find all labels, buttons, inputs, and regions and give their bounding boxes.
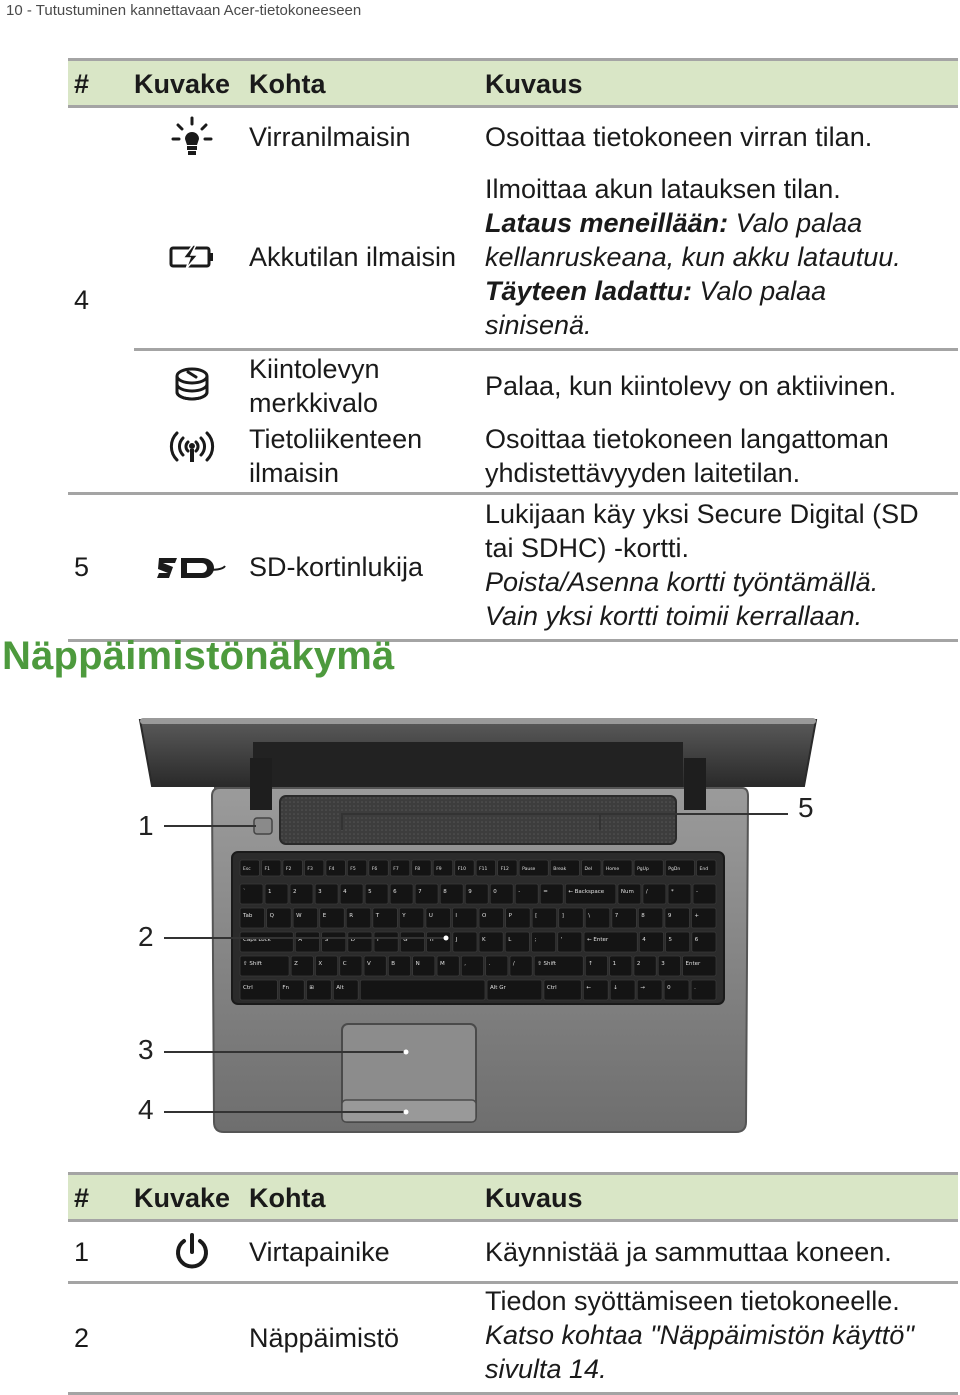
keyboard-key-label: 4 xyxy=(642,937,646,943)
keyboard-key-label: ⇧ Shift xyxy=(537,961,557,967)
item-name xyxy=(249,421,485,493)
table-row xyxy=(68,1283,958,1394)
keyboard-key-label: V xyxy=(367,961,371,967)
header-icon: Kuvake xyxy=(134,60,249,107)
desc-line: Poista/Asenna kortti työntämällä. xyxy=(485,566,879,597)
keyboard-key-label: 5 xyxy=(368,889,372,895)
keyboard-key-label: PgUp xyxy=(637,867,649,872)
item-name: Virranilmaisin xyxy=(249,121,411,152)
keyboard-key-label: 0 xyxy=(667,985,671,991)
keyboard-key-label: Esc xyxy=(243,867,251,872)
keyboard-key-label: Ctrl xyxy=(243,985,253,991)
keyboard-key-label: - xyxy=(518,889,521,895)
keyboard-key-label: F9 xyxy=(436,867,442,872)
empty-icon-cell xyxy=(134,1283,249,1394)
keyboard-key-label: 3 xyxy=(661,961,665,967)
item-description: Osoittaa tietokoneen virran tilan. xyxy=(485,121,873,152)
keyboard-key-label: B xyxy=(391,961,396,967)
keyboard-key-label: 2 xyxy=(293,889,297,895)
keyboard-key-label: \ xyxy=(588,913,591,919)
table-row xyxy=(68,421,958,493)
header-item: Kohta xyxy=(249,1174,485,1221)
section-title: Näppäimistönäkymä xyxy=(2,634,395,678)
keyboard-key-label: F4 xyxy=(328,867,335,872)
keyboard-key-label: D xyxy=(350,937,356,943)
keyboard-key-label: ; xyxy=(534,937,537,943)
table-row xyxy=(68,493,958,640)
keyboard-key-label: Y xyxy=(402,913,406,919)
item-description xyxy=(485,166,958,350)
keyboard-key-label: F3 xyxy=(307,867,313,872)
keyboard-key-label: Q xyxy=(269,913,274,919)
callout-2: 2 xyxy=(138,921,154,952)
keyboard-key-label: / xyxy=(512,961,515,967)
keyboard-key-label: 1 xyxy=(612,961,617,967)
power-button-icon xyxy=(134,1221,249,1283)
keyboard-key-label: S xyxy=(324,937,329,943)
keyboard-key-label: R xyxy=(349,913,354,919)
keyboard-key-label: F6 xyxy=(371,867,378,872)
keyboard-key-label: H xyxy=(429,937,434,943)
keyboard-key-label: / xyxy=(645,889,648,895)
keyboard-key-label: Caps Lock xyxy=(243,937,271,943)
keyboard-key-label: I xyxy=(455,913,458,919)
component-table xyxy=(68,1172,958,1395)
keyboard-key-label: E xyxy=(322,913,327,919)
keyboard-key-label: 5 xyxy=(668,937,672,943)
item-name: Akkutilan ilmaisin xyxy=(249,166,485,350)
row-number: 5 xyxy=(68,493,134,640)
keyboard-key-label: * xyxy=(671,889,674,895)
keyboard-key-label: W xyxy=(296,913,302,919)
keyboard-key-label: ⊞ xyxy=(309,985,315,991)
keyboard-key-label: Num xyxy=(620,889,634,895)
keyboard-key-label: 8 xyxy=(443,889,447,895)
table-header-row xyxy=(68,1174,958,1221)
keyboard-key-label: End xyxy=(699,867,709,872)
laptop-illustration xyxy=(128,712,828,1152)
keyboard-key-label: ' xyxy=(560,937,563,943)
keyboard-key-label: U xyxy=(428,913,433,919)
keyboard-key-label: 3 xyxy=(318,889,322,895)
keyboard-key-label: . xyxy=(694,985,696,991)
keyboard-key-label: . xyxy=(488,961,491,967)
row-number: 2 xyxy=(68,1283,134,1394)
table-row xyxy=(68,349,958,421)
desc-line: Vain yksi kortti toimii kerrallaan. xyxy=(485,600,863,631)
keyboard-key-label: Break xyxy=(553,867,567,872)
desc-line: sinisenä. xyxy=(485,309,592,340)
desc-line: tai SDHC) -kortti. xyxy=(485,532,690,563)
keyboard-key-label: Del xyxy=(584,867,592,872)
keyboard-key-label: 6 xyxy=(393,889,397,895)
item-description xyxy=(485,421,958,493)
header-num: # xyxy=(68,60,134,107)
keyboard-key-label: PgDn xyxy=(668,867,681,872)
keyboard-key-label: F xyxy=(377,937,381,943)
desc-line: Tiedon syöttämiseen tietokoneelle. xyxy=(485,1286,900,1316)
keyboard-key-label: G xyxy=(403,937,408,943)
indicator-table xyxy=(68,58,958,642)
header-icon: Kuvake xyxy=(134,1174,249,1221)
row-number: 4 xyxy=(68,107,134,494)
keyboard-key-label: ← Enter xyxy=(587,937,609,943)
keyboard-key-label: ← Backspace xyxy=(568,889,605,895)
item-name: SD-kortinlukija xyxy=(249,493,485,640)
keyboard-key-label: Z xyxy=(294,961,298,967)
desc-line: kellanruskeana, kun akku latautuu. xyxy=(485,241,901,272)
keyboard-key-label: Home xyxy=(605,867,620,872)
callout-4: 4 xyxy=(138,1094,154,1125)
header-desc: Kuvaus xyxy=(485,1174,958,1221)
keyboard-key-label: F10 xyxy=(457,867,467,872)
keyboard-key-label: O xyxy=(482,913,487,919)
battery-charge-icon xyxy=(134,166,249,350)
item-line: Kiintolevyn xyxy=(249,353,380,384)
item-line: Tietoliikenteen xyxy=(249,424,423,455)
item-description: Palaa, kun kiintolevy on aktiivinen. xyxy=(485,370,897,401)
item-description: Käynnistää ja sammuttaa koneen. xyxy=(485,1221,958,1283)
keyboard-key-label: Tab xyxy=(243,913,253,919)
item-name: Näppäimistö xyxy=(249,1283,485,1394)
desc-line: Katso kohtaa "Näppäimistön käyttö" xyxy=(485,1320,914,1350)
keyboard-key-label: → xyxy=(640,985,645,991)
keyboard-key-label: N xyxy=(415,961,420,967)
item-name: Virtapainike xyxy=(249,1221,485,1283)
keyboard-key-label: ] xyxy=(561,913,564,919)
keyboard-key-label: 7 xyxy=(614,913,619,919)
callout-3: 3 xyxy=(138,1034,154,1065)
keyboard-key-label: L xyxy=(508,937,512,943)
keyboard-key-label: F11 xyxy=(479,867,488,872)
wireless-icon xyxy=(134,421,249,493)
keyboard-key-label: [ xyxy=(535,913,538,919)
keyboard-key-label: F2 xyxy=(285,867,292,872)
keyboard-key-label: Pause xyxy=(522,867,536,872)
keyboard-key-label: X xyxy=(318,961,323,967)
keyboard-key-label: + xyxy=(694,913,700,919)
item-line: ilmaisin xyxy=(249,458,340,489)
keyboard-key-label: ↓ xyxy=(613,985,618,991)
desc-line: yhdistettävyyden laitetilan. xyxy=(485,458,801,489)
keyboard-key-label: ⇧ Shift xyxy=(243,961,262,967)
keyboard-key-label: K xyxy=(482,937,486,943)
keyboard-key-label: Alt Gr xyxy=(490,985,506,991)
keyboard-key-label: A xyxy=(298,937,303,943)
keyboard-key-label: ` xyxy=(243,889,246,895)
hard-disk-icon xyxy=(134,349,249,421)
desc-label: Täyteen ladattu: xyxy=(485,275,693,306)
keyboard-key-label: 9 xyxy=(667,913,672,919)
keyboard-key-label: 8 xyxy=(641,913,645,919)
keyboard-key-label: 1 xyxy=(268,889,272,895)
keyboard-key-label: , xyxy=(464,961,467,967)
desc-line: Lukijaan käy yksi Secure Digital (SD xyxy=(485,498,919,529)
header-item: Kohta xyxy=(249,60,485,107)
keyboard-key-label: F1 xyxy=(264,867,270,872)
keyboard-key-label: F8 xyxy=(414,867,421,872)
callout-5: 5 xyxy=(798,792,814,823)
keyboard-key-label: 6 xyxy=(694,937,699,943)
keyboard-key-label: Ctrl xyxy=(546,985,557,991)
running-header: 10 - Tutustuminen kannettavaan Acer-tietokoneeseen xyxy=(6,2,362,19)
keyboard-key-label: = xyxy=(543,889,548,895)
table-header-row xyxy=(68,60,958,107)
keyboard-key-label: F12 xyxy=(500,867,509,872)
keyboard-key-label: J xyxy=(455,937,458,943)
keyboard-key-label: 0 xyxy=(493,889,497,895)
item-name xyxy=(249,349,485,421)
keyboard-key-label: F5 xyxy=(350,867,356,872)
keyboard-key-label: T xyxy=(375,913,380,919)
header-num: # xyxy=(68,1174,134,1221)
keyboard-key-label: P xyxy=(508,913,512,919)
keyboard-key-label: Fn xyxy=(282,985,290,991)
header-desc: Kuvaus xyxy=(485,60,958,107)
power-light-icon xyxy=(134,107,249,166)
desc-line: Osoittaa tietokoneen langattoman xyxy=(485,424,889,455)
desc-line: Ilmoittaa akun latauksen tilan. xyxy=(485,173,841,204)
keyboard-key-label: Enter xyxy=(685,961,701,967)
table-row xyxy=(68,1221,958,1283)
keyboard-key-label: C xyxy=(342,961,347,967)
table-row xyxy=(68,166,958,350)
desc-text: Valo palaa xyxy=(728,207,863,238)
laptop-keyboard-figure xyxy=(128,712,828,1157)
keyboard-key-label: ↑ xyxy=(588,961,593,967)
keyboard-key-label: M xyxy=(440,961,445,967)
item-line: merkkivalo xyxy=(249,387,379,418)
keyboard-key-label: F7 xyxy=(393,867,399,872)
desc-label: Lataus meneillään: xyxy=(485,207,729,238)
row-number: 1 xyxy=(68,1221,134,1283)
desc-text: Valo palaa xyxy=(692,275,827,306)
keyboard-key-label: 4 xyxy=(343,889,347,895)
keyboard-key-label: 9 xyxy=(468,889,472,895)
desc-line: sivulta 14. xyxy=(485,1354,607,1384)
keyboard-key-label: - xyxy=(696,889,698,895)
item-description xyxy=(485,493,958,640)
keyboard-key-label: 2 xyxy=(636,961,641,967)
keyboard-key xyxy=(360,980,485,1000)
item-description xyxy=(485,1283,958,1394)
keyboard-key-label: ← xyxy=(586,985,591,991)
sd-card-icon xyxy=(134,493,249,640)
table-row xyxy=(68,107,958,166)
keyboard-key-label: 7 xyxy=(418,889,422,895)
callout-1: 1 xyxy=(138,810,154,841)
keyboard-key-label: Alt xyxy=(336,985,344,991)
